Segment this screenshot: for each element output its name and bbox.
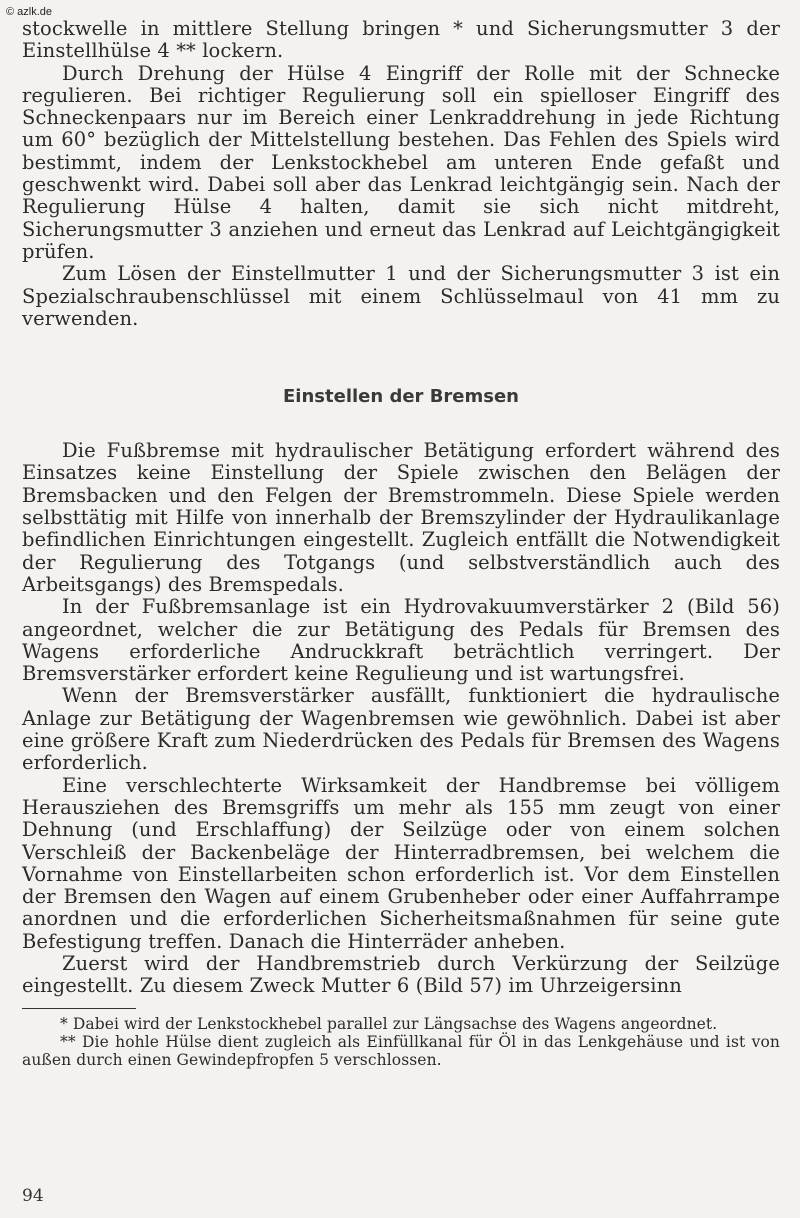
watermark: © azlk.de <box>6 6 53 18</box>
footnote: ** Die hohle Hülse dient zugleich als Einfüllkanal für Öl in das Lenkgehäuse und ist von außen durch einen Gewindepfropfen 5 verschlossen. <box>22 1032 780 1069</box>
paragraph: In der Fußbremsanlage ist ein Hydrovakuumverstärker 2 (Bild 56) angeordnet, welcher die zur Betätigung des Pedals für Bremsen des Wagens erforderliche Andruckkraft beträchtlich verringert. Der Bremsverstärker erfordert keine Regulieung und ist wartungsfrei. <box>22 595 780 686</box>
page-body <box>22 18 780 1069</box>
paragraph: Eine verschlechterte Wirksamkeit der Handbremse bei völligem Herausziehen des Bremsgriffs um mehr als 155 mm zeugt von einer Dehnung (und Erschlaffung) der Seilzüge oder von einem solchen Verschleiß der Backenbeläge der Hinterradbremsen, bei welchem die Vornahme von Einstellarbeiten schon erforderlich ist. Vor dem Einstellen der Bremsen den Wagen auf einem Grubenheber oder einer Auffahrrampe anordnen und die erforderlichen Sicherheitsmaßnahmen für seine gute Befestigung treffen. Danach die Hinterräder anheben. <box>22 773 780 953</box>
paragraph: Die Fußbremse mit hydraulischer Betätigung erfordert während des Einsatzes keine Einstellung der Spiele zwischen den Belägen der Bremsbacken und den Felgen der Bremstrommeln. Diese Spiele werden selbsttätig mit Hilfe von innerhalb der Bremszylinder der Hydraulikanlage befindlichen Einrichtungen eingestellt. Zugleich entfällt die Notwendigkeit der Regulierung des Totgangs (und selbstverständlich auch des Arbeitsgangs) des Bremspedals. <box>22 439 780 596</box>
paragraph: Zum Lösen der Einstellmutter 1 und der Sicherungsmutter 3 ist ein Spezialschraubenschlüssel mit einem Schlüsselmaul von 41 mm zu verwenden. <box>22 262 780 330</box>
paragraph: Wenn der Bremsverstärker ausfällt, funktioniert die hydraulische Anlage zur Betätigung der Wagenbremsen wie gewöhnlich. Dabei ist aber eine größere Kraft zum Niederdrücken des Pedals für Bremsen des Wagens erforderlich. <box>22 684 780 775</box>
footnote: * Dabei wird der Lenkstockhebel parallel zur Längsachse des Wagens angeordnet. <box>60 1014 718 1033</box>
paragraph-continued: stockwelle in mittlere Stellung bringen * und Sicherungsmutter 3 der Einstellhülse 4 ** lockern. <box>22 17 780 63</box>
section-body <box>22 440 780 997</box>
paragraph: Durch Drehung der Hülse 4 Eingriff der Rolle mit der Schnecke regulieren. Bei richtiger Regulierung soll ein spielloser Eingriff des Schneckenpaars nur im Bereich einer Lenkraddrehung in jede Richtung um 60° bezüglich der Mittelstellung bestehen. Das Fehlen des Spiels wird bestimmt, indem der Lenkstockhebel am unteren Ende gefaßt und geschwenkt wird. Dabei soll aber das Lenkrad leichtgängig sein. Nach der Regulierung Hülse 4 halten, damit sie sich nicht mitdreht, Sicherungsmutter 3 anziehen und erneut das Lenkrad auf Leichtgängigkeit prüfen. <box>22 61 780 263</box>
page-number: 94 <box>22 1186 44 1206</box>
footnote-divider <box>22 1008 136 1009</box>
section-heading: Einstellen der Bremsen <box>283 386 519 408</box>
paragraph: Zuerst wird der Handbremstrieb durch Verkürzung der Seilzüge eingestellt. Zu diesem Zweck Mutter 6 (Bild 57) im Uhrzeigersinn <box>22 951 780 998</box>
